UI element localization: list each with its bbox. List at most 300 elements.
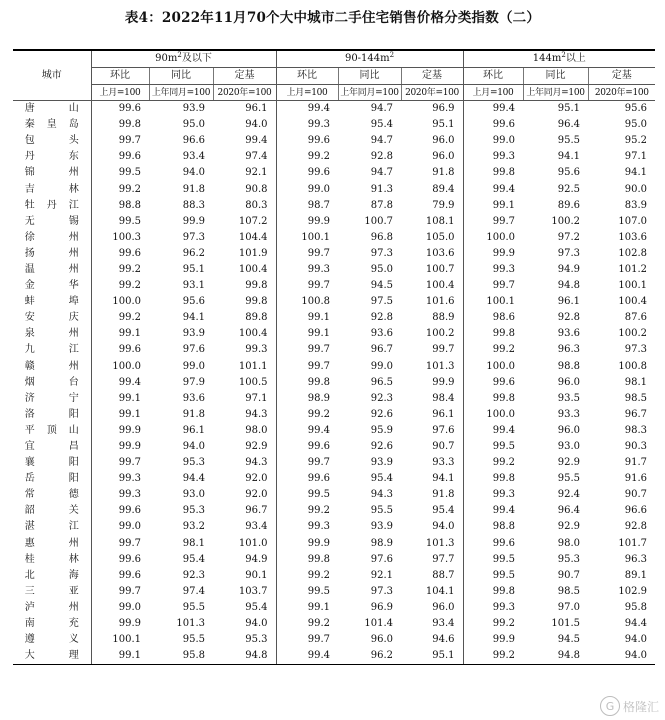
city-name: 北海 bbox=[24, 569, 79, 581]
index-value: 89.6 bbox=[557, 199, 581, 211]
index-value: 94.9 bbox=[557, 263, 581, 275]
index-value: 99.1 bbox=[118, 328, 141, 340]
index-value: 99.2 bbox=[307, 151, 331, 163]
index-value: 94.8 bbox=[523, 648, 588, 665]
city-name: 赣州 bbox=[24, 360, 79, 372]
index-value: 99.9 bbox=[118, 618, 141, 630]
index-value: 99.3 bbox=[492, 151, 516, 163]
sub-header-fixed: 定基 bbox=[213, 68, 276, 85]
index-value: 100.8 bbox=[618, 360, 648, 372]
index-value: 95.1 bbox=[401, 117, 463, 133]
index-value: 92.0 bbox=[213, 487, 276, 503]
index-value: 99.6 bbox=[307, 473, 331, 485]
city-name: 安庆 bbox=[24, 312, 79, 324]
index-value: 96.0 bbox=[557, 376, 581, 388]
index-value: 99.0 bbox=[118, 521, 141, 533]
index-value: 98.0 bbox=[557, 537, 581, 549]
index-value: 90.7 bbox=[557, 569, 581, 581]
index-value: 99.7 bbox=[118, 457, 141, 469]
index-value: 92.8 bbox=[557, 312, 581, 324]
index-value: 95.4 bbox=[370, 473, 394, 485]
index-value: 96.4 bbox=[557, 505, 581, 517]
index-value: 99.1 bbox=[91, 648, 149, 665]
index-value: 99.3 bbox=[492, 489, 516, 501]
index-value: 98.0 bbox=[213, 423, 276, 439]
index-value: 100.0 bbox=[112, 360, 141, 372]
index-value: 95.8 bbox=[624, 601, 648, 613]
index-value: 97.3 bbox=[370, 585, 394, 597]
index-value: 99.7 bbox=[492, 280, 516, 292]
index-value: 103.6 bbox=[618, 231, 648, 243]
index-value: 97.9 bbox=[182, 376, 205, 388]
table-row bbox=[13, 407, 655, 423]
index-value: 88.9 bbox=[401, 310, 463, 326]
index-value: 99.9 bbox=[401, 375, 463, 391]
index-value: 79.9 bbox=[401, 198, 463, 214]
table-row bbox=[13, 133, 655, 149]
table-row bbox=[13, 214, 655, 230]
table-row bbox=[13, 648, 655, 665]
base-header-yoy: 上年同月=100 bbox=[338, 85, 401, 101]
index-value: 99.4 bbox=[492, 424, 516, 436]
index-value: 99.4 bbox=[307, 424, 331, 436]
index-value: 97.4 bbox=[213, 149, 276, 165]
city-column-header: 城市 bbox=[13, 50, 91, 101]
index-value: 94.8 bbox=[213, 648, 276, 665]
index-value: 92.3 bbox=[370, 392, 394, 404]
index-value: 95.5 bbox=[182, 601, 205, 613]
index-value: 99.4 bbox=[276, 648, 338, 665]
index-value: 99.5 bbox=[492, 569, 516, 581]
index-value: 89.8 bbox=[213, 310, 276, 326]
index-value: 92.8 bbox=[370, 151, 394, 163]
index-value: 97.6 bbox=[370, 553, 394, 565]
table-row bbox=[13, 262, 655, 278]
index-value: 98.1 bbox=[182, 537, 205, 549]
table-row bbox=[13, 439, 655, 455]
index-value: 99.2 bbox=[118, 312, 141, 324]
city-name: 丹东 bbox=[24, 151, 79, 163]
index-value: 100.2 bbox=[401, 326, 463, 342]
index-value: 100.0 bbox=[112, 296, 141, 308]
index-value: 96.1 bbox=[401, 407, 463, 423]
index-value: 97.3 bbox=[182, 231, 205, 243]
city-name: 三亚 bbox=[24, 585, 79, 597]
index-value: 99.8 bbox=[213, 278, 276, 294]
index-value: 99.2 bbox=[118, 183, 141, 195]
index-value: 94.7 bbox=[370, 135, 394, 147]
table-row bbox=[13, 455, 655, 471]
index-value: 99.9 bbox=[307, 215, 331, 227]
index-value: 90.3 bbox=[624, 441, 648, 453]
index-value: 96.5 bbox=[370, 376, 394, 388]
index-value: 100.5 bbox=[213, 375, 276, 391]
index-value: 96.0 bbox=[401, 149, 463, 165]
group-header-medium: $90-144m^2$ bbox=[276, 50, 463, 68]
index-value: 99.6 bbox=[307, 135, 331, 147]
table-row bbox=[13, 391, 655, 407]
index-value: 99.2 bbox=[307, 408, 331, 420]
index-value: 99.6 bbox=[118, 344, 141, 356]
index-value: 101.7 bbox=[618, 537, 648, 549]
index-value: 91.8 bbox=[401, 487, 463, 503]
table-row bbox=[13, 423, 655, 439]
index-value: 96.8 bbox=[370, 231, 394, 243]
index-value: 91.7 bbox=[624, 457, 648, 469]
index-value: 101.3 bbox=[176, 618, 205, 630]
city-name: 宜昌 bbox=[24, 441, 79, 453]
index-value: 99.4 bbox=[213, 133, 276, 149]
table-row bbox=[13, 246, 655, 262]
index-value: 95.5 bbox=[182, 634, 205, 646]
index-value: 98.8 bbox=[118, 199, 141, 211]
index-value: 99.5 bbox=[307, 489, 331, 501]
index-value: 101.1 bbox=[213, 359, 276, 375]
index-value: 99.2 bbox=[118, 263, 141, 275]
index-value: 101.0 bbox=[213, 536, 276, 552]
table-row bbox=[13, 471, 655, 487]
index-value: 96.6 bbox=[182, 135, 205, 147]
index-value: 102.9 bbox=[618, 585, 648, 597]
index-value: 94.0 bbox=[624, 634, 648, 646]
index-value: 100.8 bbox=[301, 296, 331, 308]
index-value: 94.9 bbox=[213, 552, 276, 568]
index-value: 96.1 bbox=[557, 296, 581, 308]
index-value: 97.5 bbox=[370, 296, 394, 308]
index-value: 99.8 bbox=[492, 392, 516, 404]
city-name: 常德 bbox=[24, 489, 79, 501]
city-name: 唐山 bbox=[24, 103, 79, 115]
index-value: 95.3 bbox=[182, 505, 205, 517]
index-value: 97.3 bbox=[624, 344, 648, 356]
index-value: 95.6 bbox=[557, 167, 581, 179]
index-value: 99.2 bbox=[118, 280, 141, 292]
index-value: 95.5 bbox=[557, 135, 581, 147]
index-value: 99.2 bbox=[492, 344, 516, 356]
index-value: 99.7 bbox=[401, 342, 463, 358]
base-header-fixed: 2020年=100 bbox=[213, 85, 276, 101]
city-name: 洛阳 bbox=[24, 408, 79, 420]
index-value: 99.1 bbox=[307, 328, 331, 340]
index-value: 99.6 bbox=[492, 376, 516, 388]
index-value: 96.6 bbox=[624, 505, 648, 517]
table-row bbox=[13, 487, 655, 503]
index-value: 99.1 bbox=[118, 392, 141, 404]
index-value: 99.1 bbox=[118, 408, 141, 420]
index-value: 96.7 bbox=[213, 503, 276, 519]
index-value: 88.7 bbox=[401, 568, 463, 584]
index-value: 100.1 bbox=[486, 296, 516, 308]
index-value: 96.3 bbox=[624, 553, 648, 565]
index-value: 93.5 bbox=[557, 392, 581, 404]
index-value: 91.3 bbox=[370, 183, 394, 195]
index-value: 105.0 bbox=[401, 230, 463, 246]
index-value: 97.4 bbox=[182, 585, 205, 597]
index-value: 98.4 bbox=[401, 391, 463, 407]
index-value: 95.4 bbox=[182, 553, 205, 565]
index-value: 99.2 bbox=[307, 505, 331, 517]
table-row bbox=[13, 101, 655, 118]
index-value: 99.5 bbox=[492, 553, 516, 565]
table-row bbox=[13, 181, 655, 197]
table-row bbox=[13, 198, 655, 214]
index-value: 92.6 bbox=[370, 441, 394, 453]
index-value: 102.8 bbox=[618, 247, 648, 259]
index-value: 99.8 bbox=[118, 119, 141, 131]
index-value: 99.2 bbox=[307, 618, 331, 630]
index-value: 95.6 bbox=[182, 296, 205, 308]
index-value: 100.7 bbox=[401, 262, 463, 278]
index-value: 93.6 bbox=[370, 328, 394, 340]
base-header-fixed: 2020年=100 bbox=[588, 85, 655, 101]
index-value: 80.3 bbox=[213, 198, 276, 214]
index-value: 99.6 bbox=[118, 569, 141, 581]
gelonghui-logo-icon: G bbox=[600, 696, 620, 716]
index-value: 96.2 bbox=[338, 648, 401, 665]
index-value: 95.0 bbox=[370, 263, 394, 275]
index-value: 99.5 bbox=[118, 167, 141, 179]
index-value: 99.8 bbox=[492, 328, 516, 340]
index-value: 99.7 bbox=[307, 457, 331, 469]
index-value: 100.4 bbox=[213, 262, 276, 278]
index-value: 100.2 bbox=[618, 328, 648, 340]
index-value: 95.6 bbox=[624, 103, 648, 115]
base-header-mom: 上月=100 bbox=[91, 85, 149, 101]
index-value: 93.9 bbox=[370, 521, 394, 533]
index-value: 94.4 bbox=[624, 618, 648, 630]
index-value: 91.8 bbox=[401, 165, 463, 181]
index-value: 87.6 bbox=[624, 312, 648, 324]
city-name: 温州 bbox=[24, 263, 79, 275]
table-row bbox=[13, 503, 655, 519]
index-value: 94.1 bbox=[624, 167, 648, 179]
city-name: 济宁 bbox=[24, 392, 79, 404]
index-value: 89.4 bbox=[401, 181, 463, 197]
sub-header-mom: 环比 bbox=[91, 68, 149, 85]
index-value: 94.0 bbox=[182, 441, 205, 453]
index-value: 99.0 bbox=[182, 360, 205, 372]
table-row bbox=[13, 632, 655, 648]
index-value: 99.8 bbox=[492, 473, 516, 485]
index-value: 95.3 bbox=[557, 553, 581, 565]
group-header-small: $90m^2$及以下 bbox=[91, 50, 276, 68]
index-value: 97.6 bbox=[182, 344, 205, 356]
index-value: 92.9 bbox=[557, 521, 581, 533]
index-value: 99.3 bbox=[307, 263, 331, 275]
index-value: 100.0 bbox=[486, 231, 516, 243]
index-value: 99.9 bbox=[118, 424, 141, 436]
sub-header-yoy: 同比 bbox=[338, 68, 401, 85]
index-value: 93.4 bbox=[213, 519, 276, 535]
index-value: 99.3 bbox=[307, 119, 331, 131]
index-value: 95.3 bbox=[182, 457, 205, 469]
group-header-large: $144m^2$以上 bbox=[463, 50, 655, 68]
index-value: 93.4 bbox=[182, 151, 205, 163]
index-value: 96.0 bbox=[370, 634, 394, 646]
index-value: 99.6 bbox=[492, 537, 516, 549]
index-value: 99.4 bbox=[307, 103, 331, 115]
index-value: 90.7 bbox=[401, 439, 463, 455]
index-value: 94.1 bbox=[401, 471, 463, 487]
index-value: 99.4 bbox=[492, 103, 516, 115]
index-value: 98.3 bbox=[624, 424, 648, 436]
table-row bbox=[13, 536, 655, 552]
index-value: 93.4 bbox=[401, 616, 463, 632]
table-row bbox=[13, 519, 655, 535]
index-value: 97.1 bbox=[213, 391, 276, 407]
index-value: 99.1 bbox=[307, 312, 331, 324]
index-value: 99.8 bbox=[213, 294, 276, 310]
index-value: 99.3 bbox=[492, 601, 516, 613]
index-value: 100.1 bbox=[112, 634, 141, 646]
index-value: 99.4 bbox=[118, 376, 141, 388]
index-value: 93.6 bbox=[557, 328, 581, 340]
index-value: 96.1 bbox=[213, 101, 276, 118]
index-value: 95.4 bbox=[401, 503, 463, 519]
index-value: 99.9 bbox=[182, 215, 205, 227]
index-value: 92.4 bbox=[557, 489, 581, 501]
index-value: 95.9 bbox=[370, 424, 394, 436]
index-value: 101.3 bbox=[401, 359, 463, 375]
index-value: 92.1 bbox=[370, 569, 394, 581]
city-name: 烟台 bbox=[24, 376, 79, 388]
table-row bbox=[13, 600, 655, 616]
index-value: 92.8 bbox=[624, 521, 648, 533]
index-value: 93.6 bbox=[182, 392, 205, 404]
index-value: 100.2 bbox=[551, 215, 581, 227]
index-value: 99.2 bbox=[307, 569, 331, 581]
index-value: 99.9 bbox=[492, 634, 516, 646]
index-value: 97.7 bbox=[401, 552, 463, 568]
index-value: 99.6 bbox=[118, 247, 141, 259]
index-value: 92.8 bbox=[370, 312, 394, 324]
table-row bbox=[13, 326, 655, 342]
index-value: 98.1 bbox=[624, 376, 648, 388]
index-value: 99.0 bbox=[492, 135, 516, 147]
index-value: 94.8 bbox=[557, 280, 581, 292]
base-header-yoy: 上年同月=100 bbox=[523, 85, 588, 101]
index-value: 97.2 bbox=[557, 231, 581, 243]
index-value: 104.1 bbox=[401, 584, 463, 600]
index-value: 100.1 bbox=[301, 231, 331, 243]
city-name: 吉林 bbox=[24, 183, 79, 195]
index-value: 98.5 bbox=[557, 585, 581, 597]
city-name: 岳阳 bbox=[24, 473, 79, 485]
index-value: 95.0 bbox=[624, 119, 648, 131]
sub-header-fixed: 定基 bbox=[401, 68, 463, 85]
city-name: 泸州 bbox=[24, 601, 79, 613]
table-title: 表4：2022年11月70个大中城市二手住宅销售价格分类指数（二） bbox=[124, 10, 541, 26]
index-value: 99.6 bbox=[118, 103, 141, 115]
index-value: 99.3 bbox=[307, 521, 331, 533]
city-name: 泉州 bbox=[24, 328, 79, 340]
city-name: 牡丹江 bbox=[24, 199, 79, 211]
index-value: 108.1 bbox=[401, 214, 463, 230]
index-value: 94.0 bbox=[213, 616, 276, 632]
index-value: 99.7 bbox=[307, 360, 331, 372]
index-value: 103.7 bbox=[213, 584, 276, 600]
watermark-text: 格隆汇 bbox=[622, 699, 659, 714]
city-name: 桂林 bbox=[24, 553, 79, 565]
table-row bbox=[13, 117, 655, 133]
sub-header-mom: 环比 bbox=[463, 68, 523, 85]
city-name: 金华 bbox=[24, 280, 79, 292]
city-name: 蚌埠 bbox=[24, 296, 79, 308]
index-value: 99.2 bbox=[463, 648, 523, 665]
index-value: 96.7 bbox=[624, 408, 648, 420]
index-value: 100.7 bbox=[364, 215, 394, 227]
table-row bbox=[13, 230, 655, 246]
index-value: 99.5 bbox=[492, 441, 516, 453]
index-value: 107.0 bbox=[618, 215, 648, 227]
index-value: 99.8 bbox=[307, 553, 331, 565]
index-value: 97.0 bbox=[557, 601, 581, 613]
index-value: 99.5 bbox=[307, 585, 331, 597]
city-name: 徐州 bbox=[24, 231, 79, 243]
index-value: 92.9 bbox=[213, 439, 276, 455]
index-value: 99.3 bbox=[118, 473, 141, 485]
index-value: 93.0 bbox=[557, 441, 581, 453]
index-value: 99.9 bbox=[492, 247, 516, 259]
index-value: 96.9 bbox=[370, 601, 394, 613]
index-value: 100.3 bbox=[112, 231, 141, 243]
index-value: 99.7 bbox=[492, 215, 516, 227]
index-value: 99.0 bbox=[118, 601, 141, 613]
index-value: 90.8 bbox=[213, 181, 276, 197]
index-value: 100.4 bbox=[618, 296, 648, 308]
index-value: 94.0 bbox=[213, 117, 276, 133]
index-value: 95.8 bbox=[149, 648, 213, 665]
index-value: 94.3 bbox=[370, 489, 394, 501]
index-value: 99.8 bbox=[307, 376, 331, 388]
city-name: 湛江 bbox=[24, 521, 79, 533]
index-value: 94.1 bbox=[182, 312, 205, 324]
index-value: 93.1 bbox=[182, 280, 205, 292]
index-value: 90.0 bbox=[624, 183, 648, 195]
table-row bbox=[13, 310, 655, 326]
table-row bbox=[13, 375, 655, 391]
index-value: 94.5 bbox=[370, 280, 394, 292]
index-value: 98.7 bbox=[307, 199, 331, 211]
index-value: 93.2 bbox=[182, 521, 205, 533]
index-value: 96.0 bbox=[401, 133, 463, 149]
table-row bbox=[13, 149, 655, 165]
city-name: 襄阳 bbox=[24, 457, 79, 469]
sub-header-yoy: 同比 bbox=[523, 68, 588, 85]
index-value: 98.8 bbox=[492, 521, 516, 533]
index-value: 99.7 bbox=[118, 135, 141, 147]
index-value: 107.2 bbox=[213, 214, 276, 230]
index-value: 101.4 bbox=[364, 618, 394, 630]
index-value: 87.8 bbox=[370, 199, 394, 211]
index-value: 92.0 bbox=[213, 471, 276, 487]
index-value: 99.9 bbox=[118, 441, 141, 453]
index-value: 99.7 bbox=[307, 247, 331, 259]
index-value: 95.0 bbox=[182, 119, 205, 131]
table-row bbox=[13, 165, 655, 181]
index-value: 99.3 bbox=[213, 342, 276, 358]
city-name: 平顶山 bbox=[24, 424, 79, 436]
index-value: 99.9 bbox=[307, 537, 331, 549]
city-name: 秦皇岛 bbox=[24, 119, 79, 131]
index-value: 96.0 bbox=[557, 424, 581, 436]
index-value: 99.6 bbox=[307, 167, 331, 179]
city-name: 遵义 bbox=[24, 634, 79, 646]
index-value: 99.7 bbox=[307, 634, 331, 646]
base-header-yoy: 上年同月=100 bbox=[149, 85, 213, 101]
index-value: 93.9 bbox=[370, 457, 394, 469]
index-value: 100.0 bbox=[486, 360, 516, 372]
